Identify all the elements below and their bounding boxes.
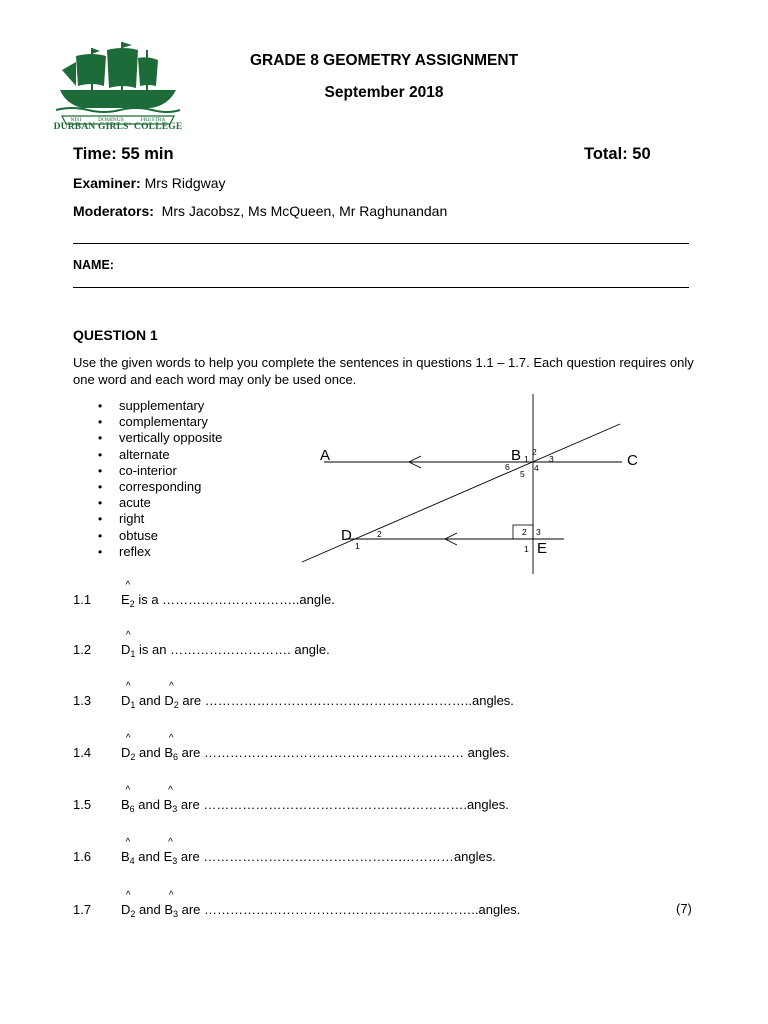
angle-number: 6: [505, 462, 510, 472]
angle-symbol: ^ $D_1$: [121, 630, 136, 659]
question-number: 1.2: [73, 642, 92, 657]
time-allowed: Time: 55 min: [73, 145, 174, 163]
moderators-value: Mrs Jacobsz, Ms McQueen, Mr Raghunandan: [153, 203, 448, 219]
examiner-label: Examiner:: [73, 175, 141, 191]
angle-number: 2: [532, 447, 537, 457]
question-number: 1.6: [73, 849, 92, 864]
angle-symbol: ^ $D_2$: [164, 681, 179, 710]
angle-symbol: ^ $B_3$: [163, 785, 178, 814]
word-bank-item: • co-interior: [98, 463, 222, 479]
angle-number: 3: [549, 454, 554, 464]
angle-number: 2: [522, 527, 527, 537]
word-bank: [98, 398, 222, 560]
answer-blank[interactable]: ……………………………………….…………: [203, 849, 454, 864]
angle-symbol: ^ $D_2$: [121, 733, 136, 762]
assignment-date: September 2018: [324, 84, 444, 101]
answer-blank[interactable]: ………………………………….………….………..: [204, 902, 479, 917]
answer-blank[interactable]: …………………………………………………….: [203, 797, 467, 812]
angle-labels-d: [355, 529, 382, 551]
school-name: DURBAN GIRLS' COLLEGE: [53, 122, 183, 132]
question-number: 1.4: [73, 745, 92, 760]
point-label-a: A: [320, 447, 331, 464]
motto-word: FRUSTRA: [140, 117, 166, 123]
answer-blank[interactable]: ……………………………………………………..: [204, 693, 472, 708]
angle-symbol: ^ $B_6$: [121, 785, 135, 814]
point-label-d: D: [341, 527, 352, 544]
motto-word: NISI: [70, 117, 82, 123]
point-label-c: C: [627, 452, 638, 469]
point-label-b: B: [511, 447, 522, 464]
angle-symbol: ^ $D_2$: [121, 890, 136, 919]
total-marks: Total: 50: [584, 145, 651, 163]
angle-number: 3: [536, 527, 541, 537]
word-bank-item: • complementary: [98, 414, 222, 430]
examiner-value: Mrs Ridgway: [140, 175, 226, 191]
angle-symbol: ^ $B_4$: [121, 837, 135, 866]
point-label-e: E: [537, 540, 548, 557]
geometry-diagram: [296, 390, 656, 580]
angle-number: 1: [355, 541, 360, 551]
question-instructions: Use the given words to help you complete the sentences in questions 1.1 – 1.7. Each question requires only one word and each word may only be used once.: [73, 355, 694, 387]
angle-number: 2: [377, 529, 382, 539]
angle-symbol: ^ $B_3$: [164, 890, 179, 919]
answer-blank[interactable]: …………………………..: [162, 592, 300, 607]
word-bank-item: • right: [98, 511, 222, 527]
word-bank-item: • alternate: [98, 447, 222, 463]
angle-number: 1: [524, 454, 529, 464]
angle-number: 1: [524, 544, 529, 554]
name-label: NAME:: [73, 258, 114, 272]
angle-symbol: ^ $B_6$: [164, 733, 179, 762]
question-number: 1.5: [73, 797, 92, 812]
divider: [73, 243, 689, 244]
word-bank-item: • corresponding: [98, 479, 222, 495]
angle-number: 4: [534, 463, 539, 473]
word-bank-item: • vertically opposite: [98, 430, 222, 446]
angle-number: 5: [520, 469, 525, 479]
question-number: 1.7: [73, 902, 92, 917]
page-title: GRADE 8 GEOMETRY ASSIGNMENT: [249, 52, 519, 69]
marks-allocation: (7): [676, 901, 692, 916]
answer-blank[interactable]: ……………………………………………………: [204, 745, 465, 760]
moderators-label: Moderators:: [73, 203, 154, 219]
angle-symbol: ^ $E_3$: [163, 837, 178, 866]
answer-blank[interactable]: ……………………….: [170, 642, 291, 657]
angle-symbol: ^ $D_1$: [121, 681, 136, 710]
word-bank-item: • supplementary: [98, 398, 222, 414]
question-number: 1.1: [73, 592, 92, 607]
word-bank-item: • obtuse: [98, 528, 222, 544]
ship-crest-icon: [52, 40, 184, 126]
moderators-line: [73, 203, 447, 219]
angle-symbol: ^ $E_2$: [121, 580, 135, 609]
examiner-line: [73, 175, 226, 191]
word-bank-item: • acute: [98, 495, 222, 511]
question-number: 1.3: [73, 693, 92, 708]
name-field-line[interactable]: [73, 287, 689, 288]
motto-word: DOMINUS: [98, 117, 124, 123]
word-bank-item: • reflex: [98, 544, 222, 560]
question-heading: QUESTION 1: [73, 327, 158, 343]
